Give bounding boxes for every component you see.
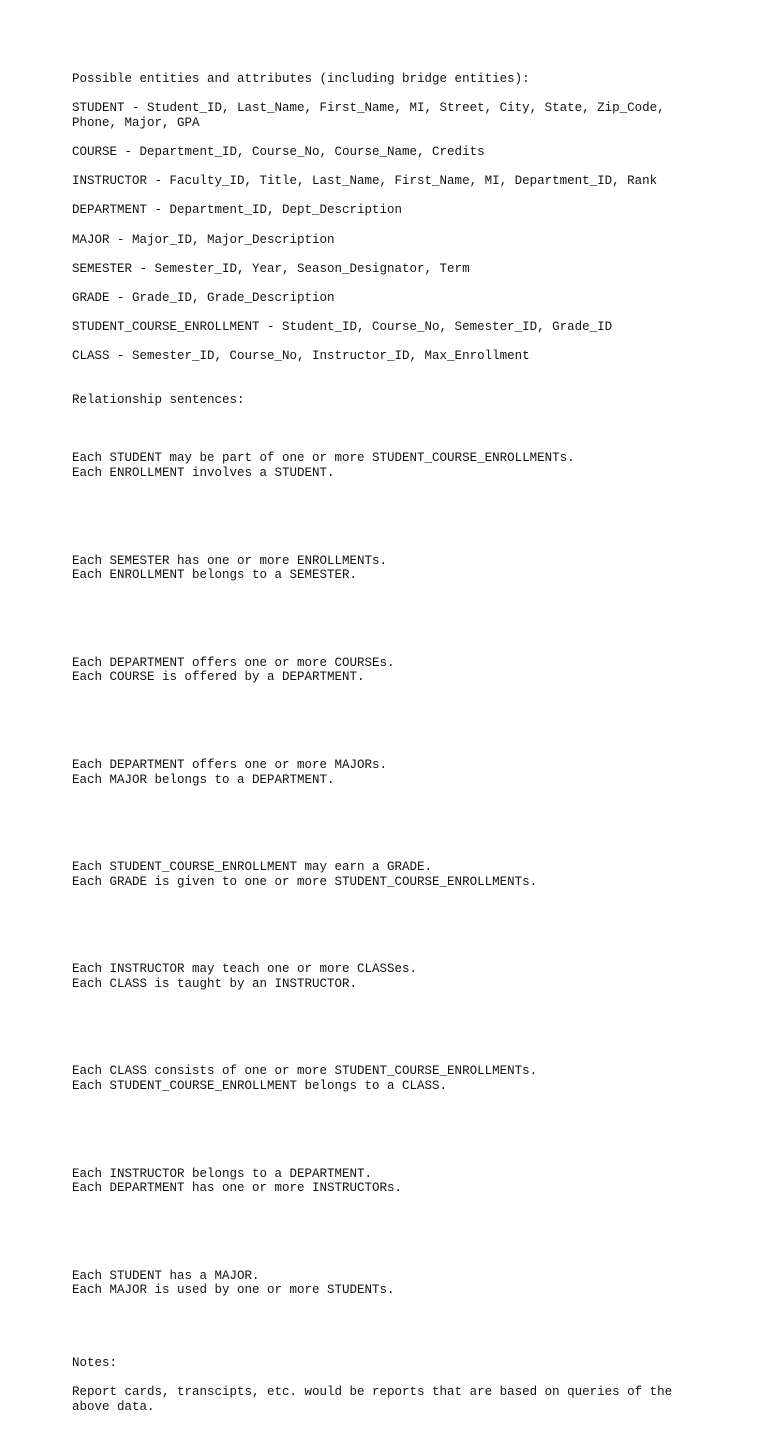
entity-major: MAJOR - Major_ID, Major_Description — [72, 232, 335, 247]
entity-grade: GRADE - Grade_ID, Grade_Description — [72, 290, 335, 305]
entity-department: DEPARTMENT - Department_ID, Dept_Description — [72, 203, 403, 218]
entity-student-course-enrollment: STUDENT_COURSE_ENROLLMENT - Student_ID, Course_No, Semester_ID, Grade_ID — [72, 320, 613, 335]
entity-course: COURSE - Department_ID, Course_No, Course_Name, Credits — [72, 144, 485, 159]
relationship-pair — [72, 1240, 712, 1328]
entity-semester: SEMESTER - Semester_ID, Year, Season_Designator, Term — [72, 261, 470, 276]
relationship-sentence: Each SEMESTER has one or more ENROLLMENTs. — [72, 553, 388, 568]
relationship-sentence: Each MAJOR belongs to a DEPARTMENT. — [72, 772, 335, 787]
entity-instructor: INSTRUCTOR - Faculty_ID, Title, Last_Name, First_Name, MI, Department_ID, Rank — [72, 174, 658, 189]
relationship-pair — [72, 1137, 712, 1225]
section-spacer — [72, 1342, 712, 1357]
relationship-sentence: Each ENROLLMENT involves a STUDENT. — [72, 466, 335, 481]
entity-class: CLASS - Semester_ID, Course_No, Instructor_ID, Max_Enrollment — [72, 349, 530, 364]
relationship-sentence: Each COURSE is offered by a DEPARTMENT. — [72, 670, 365, 685]
relationship-pair — [72, 422, 712, 510]
relationship-sentence: Each GRADE is given to one or more STUDENT_COURSE_ENROLLMENTs. — [72, 874, 538, 889]
relationship-pair — [72, 1035, 712, 1123]
relationship-sentence: Each STUDENT_COURSE_ENROLLMENT belongs to a CLASS. — [72, 1078, 448, 1093]
relationship-sentence: Each STUDENT_COURSE_ENROLLMENT may earn a GRADE. — [72, 860, 433, 875]
relationship-sentence: Each DEPARTMENT has one or more INSTRUCTORs. — [72, 1181, 403, 1196]
relationship-sentence: Each INSTRUCTOR belongs to a DEPARTMENT. — [72, 1166, 373, 1181]
entity-student: STUDENT - Student_ID, Last_Name, First_Name, MI, Street, City, State, Zip_Code, Phone, Major, GPA — [72, 101, 665, 130]
relationship-sentence: Each DEPARTMENT offers one or more MAJORs. — [72, 757, 388, 772]
relationship-sentence: Each CLASS consists of one or more STUDENT_COURSE_ENROLLMENTs. — [72, 1064, 538, 1079]
relationship-sentence: Each MAJOR is used by one or more STUDENTs. — [72, 1283, 395, 1298]
relationship-sentence: Each CLASS is taught by an INSTRUCTOR. — [72, 976, 358, 991]
notes-heading: Notes: — [72, 1356, 118, 1371]
relationship-sentence: Each STUDENT may be part of one or more STUDENT_COURSE_ENROLLMENTs. — [72, 451, 575, 466]
section-spacer — [72, 378, 712, 393]
notes-text: Report cards, transcipts, etc. would be reports that are based on queries of the above data. — [72, 1385, 673, 1415]
relationship-pair — [72, 831, 712, 919]
entities-heading: Possible entities and attributes (including bridge entities): — [72, 72, 530, 86]
relationship-pair — [72, 627, 712, 715]
relationship-pair — [72, 729, 712, 817]
relationship-pair — [72, 933, 712, 1021]
relationship-sentence: Each INSTRUCTOR may teach one or more CLASSes. — [72, 962, 418, 977]
relationship-sentence: Each DEPARTMENT offers one or more COURSEs. — [72, 655, 395, 670]
relationship-sentence: Each STUDENT has a MAJOR. — [72, 1268, 260, 1283]
relationships-heading: Relationship sentences: — [72, 393, 245, 408]
relationship-pair — [72, 524, 712, 612]
relationship-sentence: Each ENROLLMENT belongs to a SEMESTER. — [72, 568, 358, 583]
document-page — [72, 72, 712, 1429]
